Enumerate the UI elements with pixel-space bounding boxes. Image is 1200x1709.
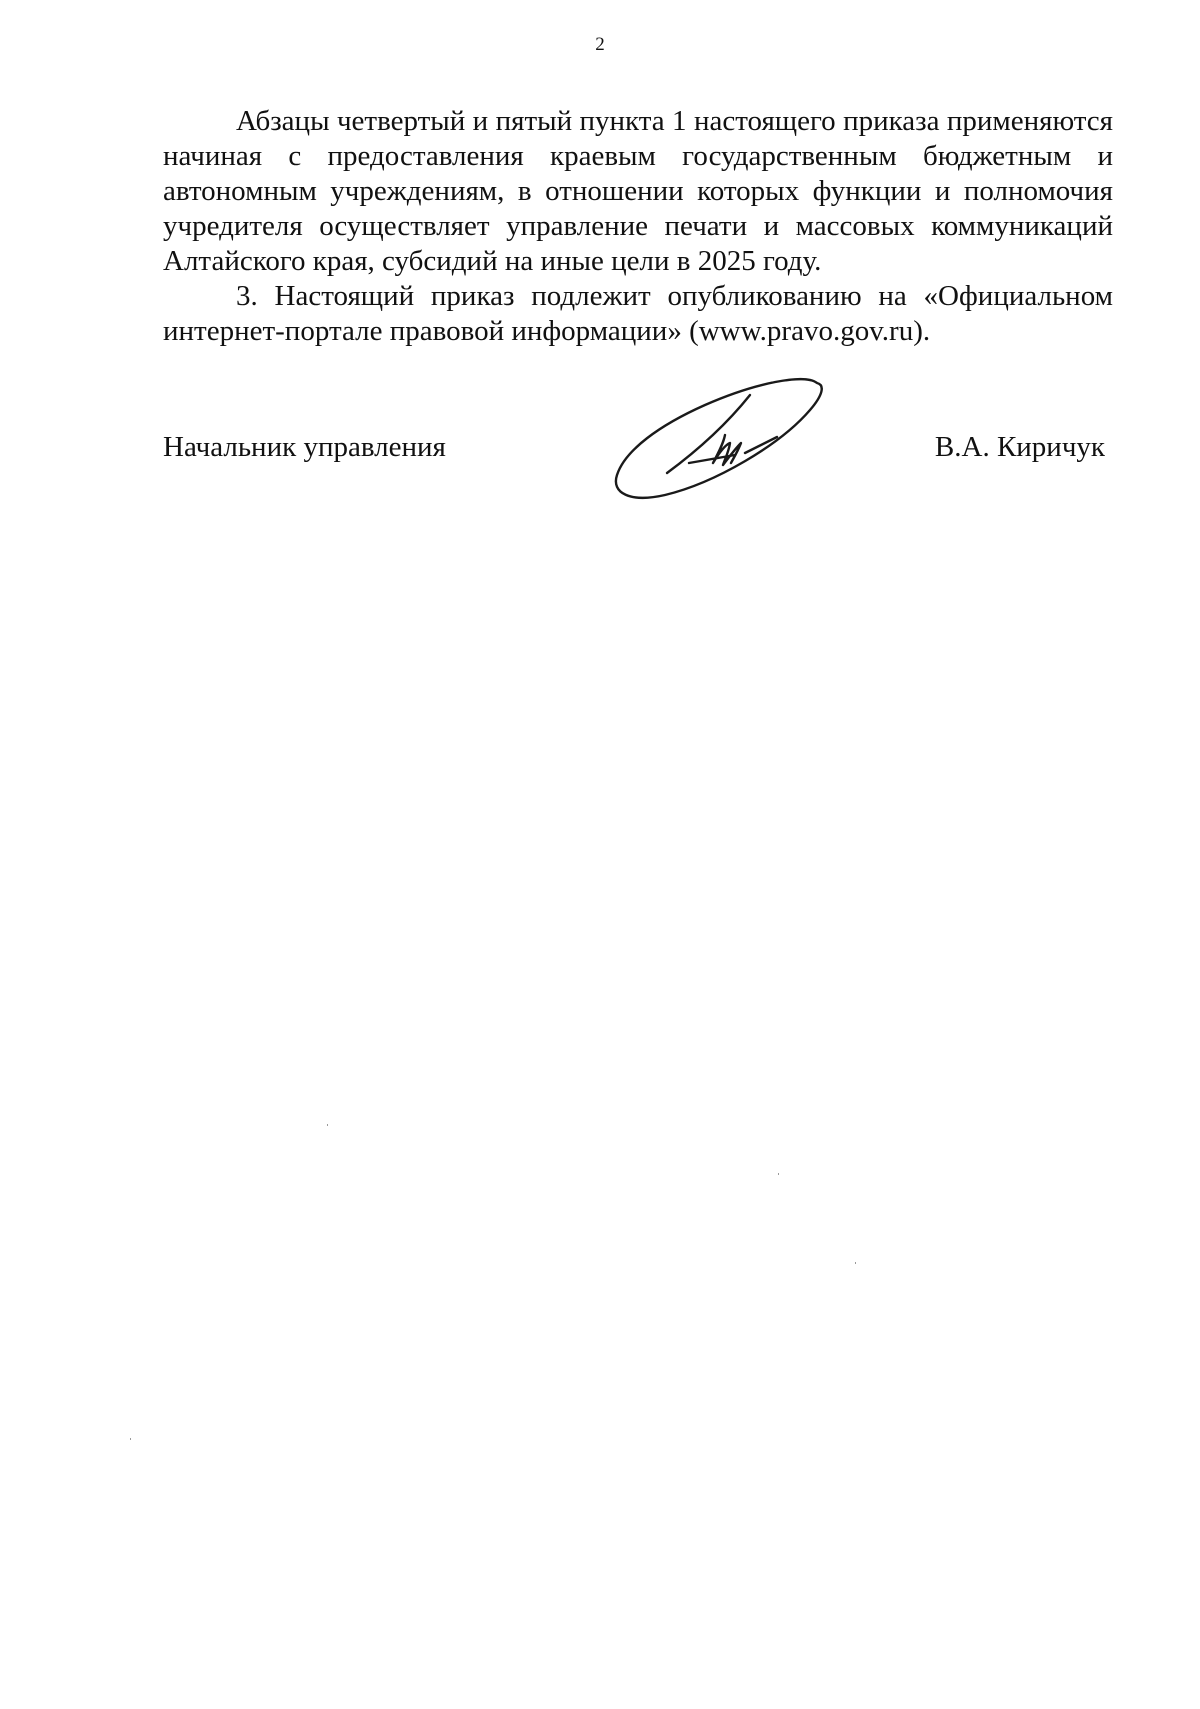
scan-speck <box>130 1438 131 1440</box>
handwritten-signature <box>605 375 830 505</box>
paragraph-abzatsy: Абзацы четвертый и пятый пункта 1 настоящего приказа применяются начиная с предоставления краевым государственным бюджетным и автономным учреждениям, в отношении которых функции и полномочия учредителя осуществляет управление печати и массовых коммуникаций Алтайского края, субсидий на иные цели в 2025 году. <box>163 105 1113 277</box>
body-text <box>163 104 1113 349</box>
signer-position: Начальник управления <box>163 431 446 463</box>
scan-speck <box>778 1173 779 1175</box>
scan-speck <box>327 1124 328 1126</box>
signer-name: В.А. Киричук <box>934 431 1105 463</box>
scan-speck <box>855 1262 856 1264</box>
page-number: 2 <box>595 34 605 55</box>
paragraph-publication: 3. Настоящий приказ подлежит опубликованию на «Официальном интернет-портале правовой информации» (www.pravo.gov.ru). <box>163 280 1113 347</box>
